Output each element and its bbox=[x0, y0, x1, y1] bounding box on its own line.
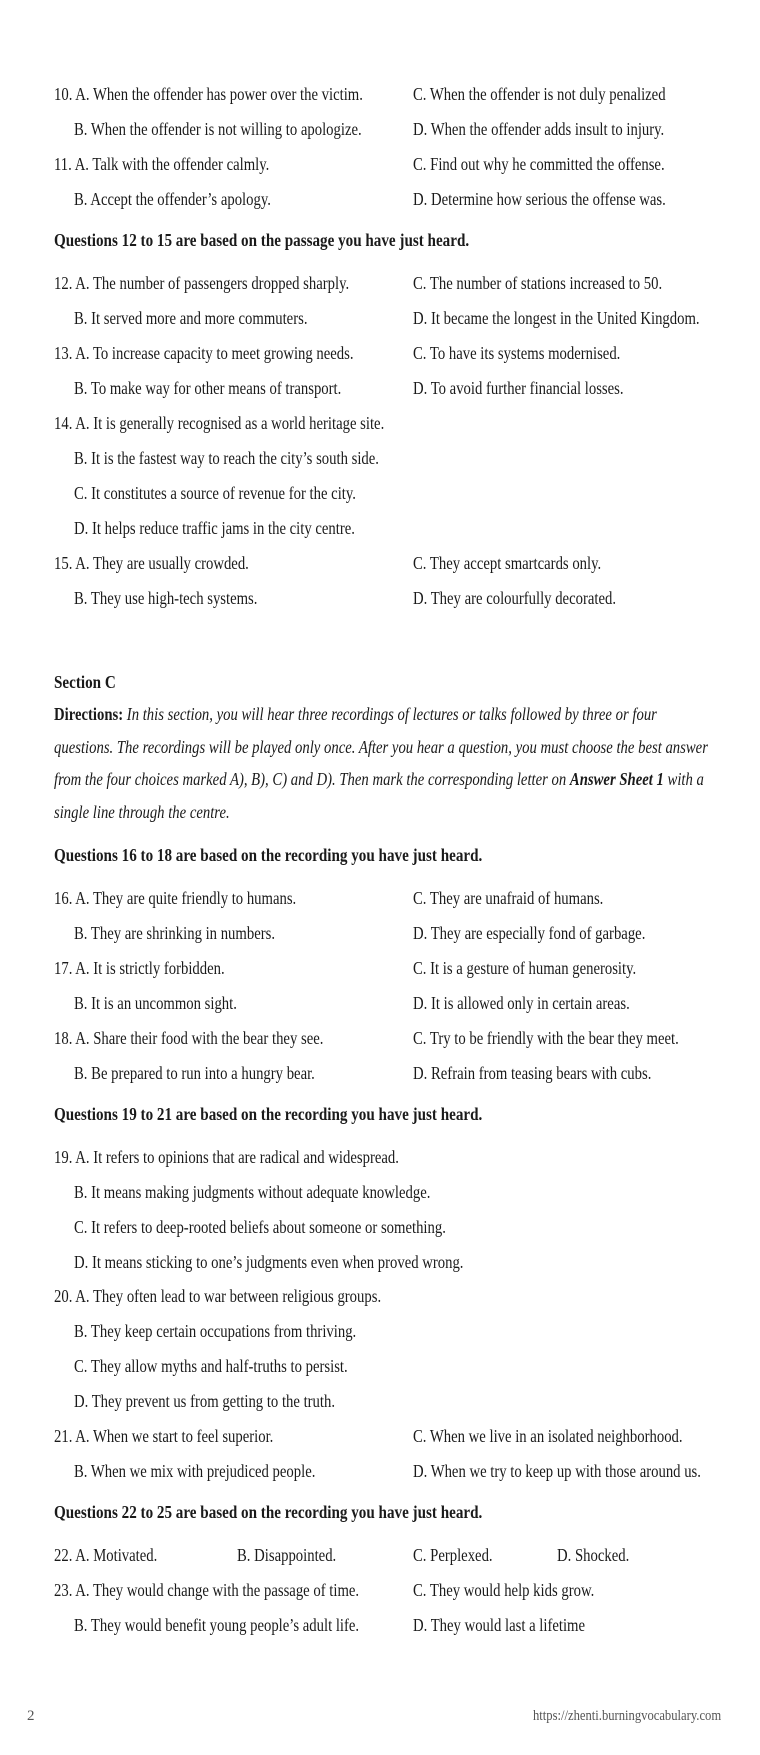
q11-option-b: B. Accept the offender’s apology. bbox=[74, 189, 271, 209]
header-questions-16-18: Questions 16 to 18 are based on the recording you have just heard. bbox=[54, 845, 483, 865]
directions-text-part1: In this section, you will hear three recordings of lectures or talks followed by three or four questions. The recordings will be played only once. After you hear a question, you must choose the best answer from the four choices marked A), B), C) and D). Then mark the corresponding letter on bbox=[54, 704, 708, 789]
q15-option-a: 15. A. They are usually crowded. bbox=[54, 553, 249, 573]
section-c-directions bbox=[54, 698, 709, 828]
q11-option-a: 11. A. Talk with the offender calmly. bbox=[54, 154, 270, 174]
q16-option-b: B. They are shrinking in numbers. bbox=[74, 923, 276, 943]
header-questions-19-21: Questions 19 to 21 are based on the recording you have just heard. bbox=[54, 1104, 483, 1124]
q22-option-a: 22. A. Motivated. bbox=[54, 1545, 158, 1565]
directions-label: Directions: bbox=[54, 704, 124, 724]
q16-option-a: 16. A. They are quite friendly to humans. bbox=[54, 888, 297, 908]
q16-option-c: C. They are unafraid of humans. bbox=[413, 888, 604, 908]
q15-option-d: D. They are colourfully decorated. bbox=[413, 588, 617, 608]
section-c-title: Section C bbox=[54, 672, 116, 692]
q17-option-c: C. It is a gesture of human generosity. bbox=[413, 958, 637, 978]
q20-option-a: 20. A. They often lead to war between religious groups. bbox=[54, 1286, 382, 1306]
q21-option-b: B. When we mix with prejudiced people. bbox=[74, 1461, 316, 1481]
q21-option-c: C. When we live in an isolated neighborhood. bbox=[413, 1426, 683, 1446]
q11-option-d: D. Determine how serious the offense was. bbox=[413, 189, 666, 209]
q12-option-b: B. It served more and more commuters. bbox=[74, 308, 308, 328]
q19-option-c: C. It refers to deep-rooted beliefs about someone or something. bbox=[74, 1217, 446, 1237]
header-questions-22-25: Questions 22 to 25 are based on the recording you have just heard. bbox=[54, 1502, 483, 1522]
q17-option-b: B. It is an uncommon sight. bbox=[74, 993, 237, 1013]
q17-option-a: 17. A. It is strictly forbidden. bbox=[54, 958, 225, 978]
q21-option-d: D. When we try to keep up with those around us. bbox=[413, 1461, 701, 1481]
q12-option-a: 12. A. The number of passengers dropped sharply. bbox=[54, 273, 350, 293]
q17-option-d: D. It is allowed only in certain areas. bbox=[413, 993, 630, 1013]
q19-option-b: B. It means making judgments without adequate knowledge. bbox=[74, 1182, 431, 1202]
q13-option-d: D. To avoid further financial losses. bbox=[413, 378, 624, 398]
q23-option-c: C. They would help kids grow. bbox=[413, 1580, 595, 1600]
q23-option-d: D. They would last a lifetime bbox=[413, 1615, 586, 1635]
q18-option-d: D. Refrain from teasing bears with cubs. bbox=[413, 1063, 652, 1083]
q19-option-a: 19. A. It refers to opinions that are radical and widespread. bbox=[54, 1147, 399, 1167]
q22-option-b: B. Disappointed. bbox=[237, 1545, 337, 1565]
q12-option-d: D. It became the longest in the United Kingdom. bbox=[413, 308, 700, 328]
footer-url-link[interactable]: https://zhenti.burningvocabulary.com bbox=[533, 1708, 722, 1724]
q15-option-b: B. They use high-tech systems. bbox=[74, 588, 258, 608]
q23-option-b: B. They would benefit young people’s adult life. bbox=[74, 1615, 360, 1635]
q19-option-d: D. It means sticking to one’s judgments even when proved wrong. bbox=[74, 1252, 464, 1272]
answer-sheet-label: Answer Sheet 1 bbox=[569, 769, 664, 789]
q12-option-c: C. The number of stations increased to 50. bbox=[413, 273, 663, 293]
q14-option-c: C. It constitutes a source of revenue for the city. bbox=[74, 483, 356, 503]
q14-option-a: 14. A. It is generally recognised as a world heritage site. bbox=[54, 413, 385, 433]
q21-option-a: 21. A. When we start to feel superior. bbox=[54, 1426, 274, 1446]
q18-option-c: C. Try to be friendly with the bear they meet. bbox=[413, 1028, 679, 1048]
q16-option-d: D. They are especially fond of garbage. bbox=[413, 923, 646, 943]
q23-option-a: 23. A. They would change with the passage of time. bbox=[54, 1580, 360, 1600]
q13-option-a: 13. A. To increase capacity to meet growing needs. bbox=[54, 343, 354, 363]
q10-option-b: B. When the offender is not willing to apologize. bbox=[74, 119, 362, 139]
q13-option-c: C. To have its systems modernised. bbox=[413, 343, 621, 363]
q14-option-b: B. It is the fastest way to reach the city’s south side. bbox=[74, 448, 379, 468]
q13-option-b: B. To make way for other means of transport. bbox=[74, 378, 342, 398]
q20-option-d: D. They prevent us from getting to the truth. bbox=[74, 1391, 336, 1411]
q10-option-a: 10. A. When the offender has power over the victim. bbox=[54, 84, 363, 104]
page-number: 2 bbox=[27, 1708, 35, 1724]
q10-option-d: D. When the offender adds insult to injury. bbox=[413, 119, 665, 139]
directions-text-part2: with a single line through the centre. bbox=[54, 769, 704, 822]
q11-option-c: C. Find out why he committed the offense. bbox=[413, 154, 665, 174]
q18-option-b: B. Be prepared to run into a hungry bear. bbox=[74, 1063, 315, 1083]
q14-option-d: D. It helps reduce traffic jams in the city centre. bbox=[74, 518, 355, 538]
q22-option-c: C. Perplexed. bbox=[413, 1545, 493, 1565]
header-questions-12-15: Questions 12 to 15 are based on the passage you have just heard. bbox=[54, 230, 470, 250]
q20-option-c: C. They allow myths and half-truths to persist. bbox=[74, 1356, 348, 1376]
q20-option-b: B. They keep certain occupations from thriving. bbox=[74, 1321, 357, 1341]
q10-option-c: C. When the offender is not duly penalized bbox=[413, 84, 666, 104]
q15-option-c: C. They accept smartcards only. bbox=[413, 553, 602, 573]
q22-option-d: D. Shocked. bbox=[557, 1545, 630, 1565]
q18-option-a: 18. A. Share their food with the bear they see. bbox=[54, 1028, 324, 1048]
